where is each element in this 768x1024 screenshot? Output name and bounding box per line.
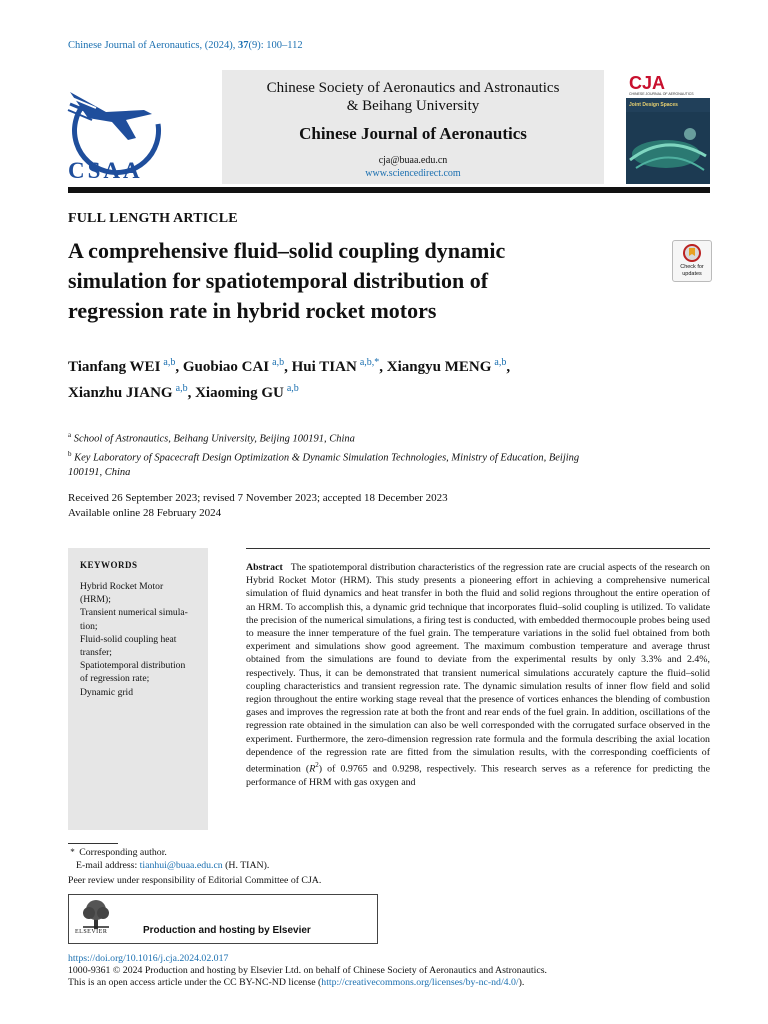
license-line: This is an open access article under the CC BY-NC-ND license (http://creativecommons.org/licenses/by-nc-nd/4.0/). [68, 977, 525, 988]
copyright-line: 1000-9361 © 2024 Production and hosting by Elsevier Ltd. on behalf of Chinese Society of Aeronautics and Astronautics. [68, 965, 547, 976]
author-line-1: Tianfang WEI $^{a,b}$, Guobiao CAI $^{a,b}$, Hui TIAN $^{a,b,*}$, Xiangyu MENG $^{a,b}$, [68, 357, 511, 375]
journal-email: cja@buaa.edu.cn [378, 155, 448, 166]
journal-header [222, 70, 604, 184]
author-affil-link[interactable]: a,b [494, 357, 507, 368]
affiliation-b: $^b$ Key Laboratory of Spacecraft Design Optimization & Dynamic Simulation Technologies, Ministry of Education, Beijing [68, 449, 580, 463]
check-updates-line-1: Check for [680, 264, 704, 270]
elsevier-box [68, 894, 378, 944]
csaa-logo-text: CSAA [68, 158, 143, 183]
abstract-text-1: The spatiotemporal distribution characteristics of the regression rate are crucial aspects of the research on Hybrid Rocket Motor (HRM). This study presents a pioneering effort in achieving a comprehensive numerical simulation of fluid dynamics and heat transfer in both the fluid and solid regions throughout the entire operation of an HRM. To accomplish this, a dynamic grid technique that incorporates fluid–solid coupling is utilized. To validate the precision of the numerical simulations, a firing test is conducted, with embedded thermocouple probes being used to measure the inner temperature of the fuel grain. The temperature variations in the solid fuel obtained from both experiment and simulations show good agreement. The maximum combustion temperature and average thrust obtained from the simulations are found to deviate from the experimental results by only 3.3% and 2.4%, respectively. Thus, it can be demonstrated that transient numerical simulations accurately capture the fluid–solid coupling characteristics and transient regression rate. The dynamic simulation results of inner flow field and solid region throughout the entire working stage reveal that the presence of vortices enhances the blending of combustion gases and improves the regression rate at both the front and rear ends of the fuel grain. In addition, oscillations of the regression rate obtained in the simulation can also be well corresponded with the corrugated surface observed in the experiment. Furthermore, the zero-dimension regression rate formula and the formula describing the axial location dependence of the regression rate are fitted from the simulation results, with the corresponding coefficients of determination ( [246, 562, 711, 775]
check-updates-icon [683, 244, 701, 262]
license-link[interactable]: http://creativecommons.org/licenses/by-nc-nd/4.0/ [321, 977, 519, 988]
keywords-list [80, 580, 202, 699]
online-date: Available online 28 February 2024 [68, 507, 222, 519]
author-affil-link[interactable]: a,b [272, 357, 285, 368]
author-name: Hui TIAN [291, 359, 357, 375]
cover-art-icon [626, 112, 710, 184]
author-affil-link[interactable]: a,b [163, 357, 176, 368]
journal-ref-volume: 37 [238, 40, 249, 51]
csaa-logo [66, 74, 170, 184]
keywords-heading: KEYWORDS [80, 560, 138, 570]
keyword-line: Hybrid Rocket Motor [80, 581, 164, 592]
corresponding-author-note: * Corresponding author. [68, 847, 167, 858]
journal-reference[interactable] [68, 40, 303, 51]
journal-name: Chinese Journal of Aeronautics [299, 124, 527, 143]
author-name: Xianzhu JIANG [68, 385, 173, 401]
journal-ref-pages: (9): 100–112 [248, 40, 303, 51]
cover-subtitle: CHINESE JOURNAL OF AERONAUTICS [629, 92, 694, 96]
cover-title: CJA [629, 73, 666, 93]
sciencedirect-link[interactable]: www.sciencedirect.com [365, 168, 461, 179]
r-exponent: 2 [315, 761, 319, 770]
article-dates [68, 491, 448, 521]
keyword-line: Dynamic grid [80, 686, 134, 698]
abstract [246, 561, 710, 789]
author-line-2: Xianzhu JIANG $^{a,b}$, Xiaoming GU $^{a,b}$ [68, 383, 299, 401]
keyword-line: Fluid-solid coupling heat [80, 633, 177, 645]
abstract-label: Abstract [246, 562, 283, 573]
elsevier-tree-icon [79, 899, 113, 929]
keyword-line: tion; [80, 620, 98, 632]
check-updates-line-2: updates [682, 270, 702, 277]
peer-review-note: Peer review under responsibility of Editorial Committee of CJA. [68, 875, 322, 886]
header-rule [68, 187, 710, 193]
email-note: E-mail address: tianhui@buaa.edu.cn (H. TIAN). [76, 860, 270, 871]
cover-banner: Joint Design Spaces [629, 102, 678, 108]
r-symbol: R [309, 763, 316, 775]
affiliation-a: $^a$ School of Astronautics, Beihang University, Beijing 100191, China [68, 431, 355, 445]
article-title [68, 236, 628, 326]
keyword-line: Spatiotemporal distribution [80, 660, 186, 672]
doi-link[interactable]: https://doi.org/10.1016/j.cja.2024.02.017 [68, 953, 229, 964]
author-name: Xiangyu MENG [386, 359, 492, 375]
check-for-updates-button[interactable] [672, 240, 712, 282]
author-affil-link[interactable]: a,b,* [359, 357, 380, 368]
elsevier-label: ELSEVIER [75, 929, 108, 935]
received-dates: Received 26 September 2023; revised 7 November 2023; accepted 18 December 2023 [68, 492, 448, 504]
author-name: Guobiao CAI [182, 359, 270, 375]
journal-cover-image [626, 72, 710, 184]
journal-ref-name: Chinese Journal of Aeronautics, (2024), [68, 40, 239, 51]
abstract-text-2: ) of 0.9765 and 0.9298, respectively. This research serves as a reference for predicting the performance of HRM with gas oxygen and [246, 763, 710, 788]
author-list [68, 352, 708, 404]
title-line-2: simulation for spatiotemporal distribution of [68, 268, 489, 293]
author-name: Xiaoming GU [195, 385, 284, 401]
author-affil-link[interactable]: a,b [286, 383, 299, 394]
affiliation-b-cont: 100191, China [68, 467, 131, 478]
keyword-line: Transient numerical simula- [80, 607, 188, 619]
title-line-1: A comprehensive fluid–solid coupling dynamic [68, 238, 506, 263]
publisher-line-1: Chinese Society of Aeronautics and Astronautics [266, 80, 560, 96]
publisher-line-2: & Beihang University [346, 98, 480, 114]
affiliations [68, 428, 708, 480]
email-link[interactable]: tianhui@buaa.edu.cn [139, 860, 223, 871]
keyword-line: transfer; [80, 647, 112, 659]
abstract-rule [246, 548, 710, 549]
keyword-line: of regression rate; [80, 673, 150, 685]
keyword-line: (HRM); [80, 594, 111, 606]
article-type: FULL LENGTH ARTICLE [68, 211, 238, 226]
elsevier-text: Production and hosting by Elsevier [143, 925, 311, 936]
author-affil-link[interactable]: a,b [175, 383, 188, 394]
title-line-3: regression rate in hybrid rocket motors [68, 298, 437, 323]
author-name: Tianfang WEI [68, 359, 161, 375]
keywords-box [68, 548, 208, 830]
footnote-rule [68, 843, 118, 844]
